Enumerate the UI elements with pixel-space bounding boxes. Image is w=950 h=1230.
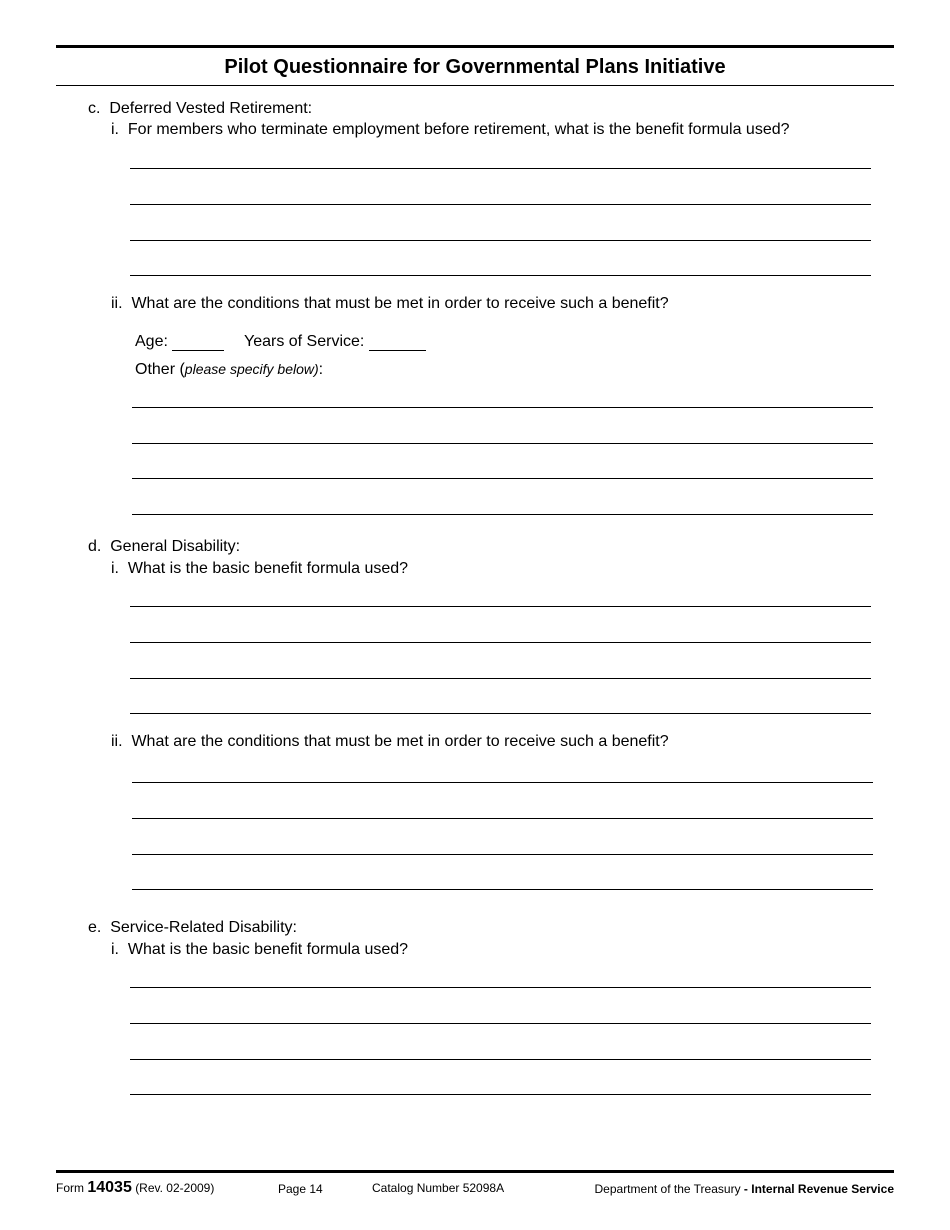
section-e-heading xyxy=(88,919,297,937)
form-id xyxy=(56,1179,214,1197)
section-d-question-2 xyxy=(111,733,669,751)
age-label: Age: xyxy=(135,333,168,350)
department-name: Department of the Treasury xyxy=(594,1182,741,1196)
answer-line[interactable] xyxy=(130,987,871,988)
agency-name: - Internal Revenue Service xyxy=(743,1182,894,1196)
answer-line[interactable] xyxy=(130,168,871,169)
answer-line[interactable] xyxy=(132,514,873,515)
section-c-q1-marker: i. xyxy=(111,121,119,138)
answer-line[interactable] xyxy=(132,478,873,479)
section-d-title: General Disability: xyxy=(110,538,241,555)
years-of-service-field[interactable] xyxy=(369,332,426,351)
answer-line[interactable] xyxy=(130,204,871,205)
form-prefix: Form xyxy=(56,1181,84,1195)
header-top-rule xyxy=(56,45,894,48)
answer-line[interactable] xyxy=(130,642,871,643)
section-d-q2-marker: ii. xyxy=(111,733,123,750)
section-c-question-2 xyxy=(111,295,669,313)
header-bottom-rule xyxy=(56,85,894,86)
answer-line[interactable] xyxy=(132,407,873,408)
age-field[interactable] xyxy=(172,332,224,351)
section-d-marker: d. xyxy=(88,538,102,555)
answer-line[interactable] xyxy=(130,275,871,276)
answer-line[interactable] xyxy=(130,1023,871,1024)
section-e-title: Service-Related Disability: xyxy=(110,919,297,936)
answer-line[interactable] xyxy=(132,854,873,855)
section-d-q1-text: What is the basic benefit formula used? xyxy=(127,560,409,577)
section-e-q1-marker: i. xyxy=(111,941,119,958)
section-c-title: Deferred Vested Retirement: xyxy=(109,100,313,117)
form-revision: (Rev. 02-2009) xyxy=(135,1181,215,1195)
section-d-q2-text: What are the conditions that must be met in order to receive such a benefit? xyxy=(131,733,669,750)
other-hint: please specify below) xyxy=(184,361,319,377)
section-c-q2-marker: ii. xyxy=(111,295,123,312)
answer-line[interactable] xyxy=(130,1059,871,1060)
answer-line[interactable] xyxy=(130,240,871,241)
answer-line[interactable] xyxy=(132,443,873,444)
footer-rule xyxy=(56,1170,894,1173)
answer-line[interactable] xyxy=(130,678,871,679)
section-d-q1-marker: i. xyxy=(111,560,119,577)
section-e-marker: e. xyxy=(88,919,102,936)
section-d-heading xyxy=(88,538,240,556)
answer-line[interactable] xyxy=(130,1094,871,1095)
section-c-heading xyxy=(88,100,312,118)
other-label-text: Other ( xyxy=(135,361,185,378)
answer-line[interactable] xyxy=(132,889,873,890)
answer-line[interactable] xyxy=(130,606,871,607)
page-title: Pilot Questionnaire for Governmental Plans Initiative xyxy=(224,56,726,78)
answer-line[interactable] xyxy=(132,782,873,783)
page-number: Page 14 xyxy=(278,1182,323,1196)
catalog-number: Catalog Number 52098A xyxy=(372,1181,505,1195)
answer-line[interactable] xyxy=(132,818,873,819)
answer-line[interactable] xyxy=(130,713,871,714)
section-e-question-1 xyxy=(111,941,408,959)
agency-line xyxy=(595,1182,895,1196)
other-colon: : xyxy=(318,361,324,378)
section-e-q1-text: What is the basic benefit formula used? xyxy=(127,941,409,958)
section-c-marker: c. xyxy=(88,100,101,117)
form-number: 14035 xyxy=(87,1179,132,1196)
section-d-question-1 xyxy=(111,560,408,578)
years-of-service-label: Years of Service: xyxy=(243,333,365,350)
section-c-question-1 xyxy=(111,121,790,139)
section-c-q1-text: For members who terminate employment before retirement, what is the benefit formula used? xyxy=(127,121,790,138)
section-c-q2-text: What are the conditions that must be met in order to receive such a benefit? xyxy=(131,295,669,312)
conditions-row xyxy=(135,332,426,351)
other-label xyxy=(135,361,323,379)
